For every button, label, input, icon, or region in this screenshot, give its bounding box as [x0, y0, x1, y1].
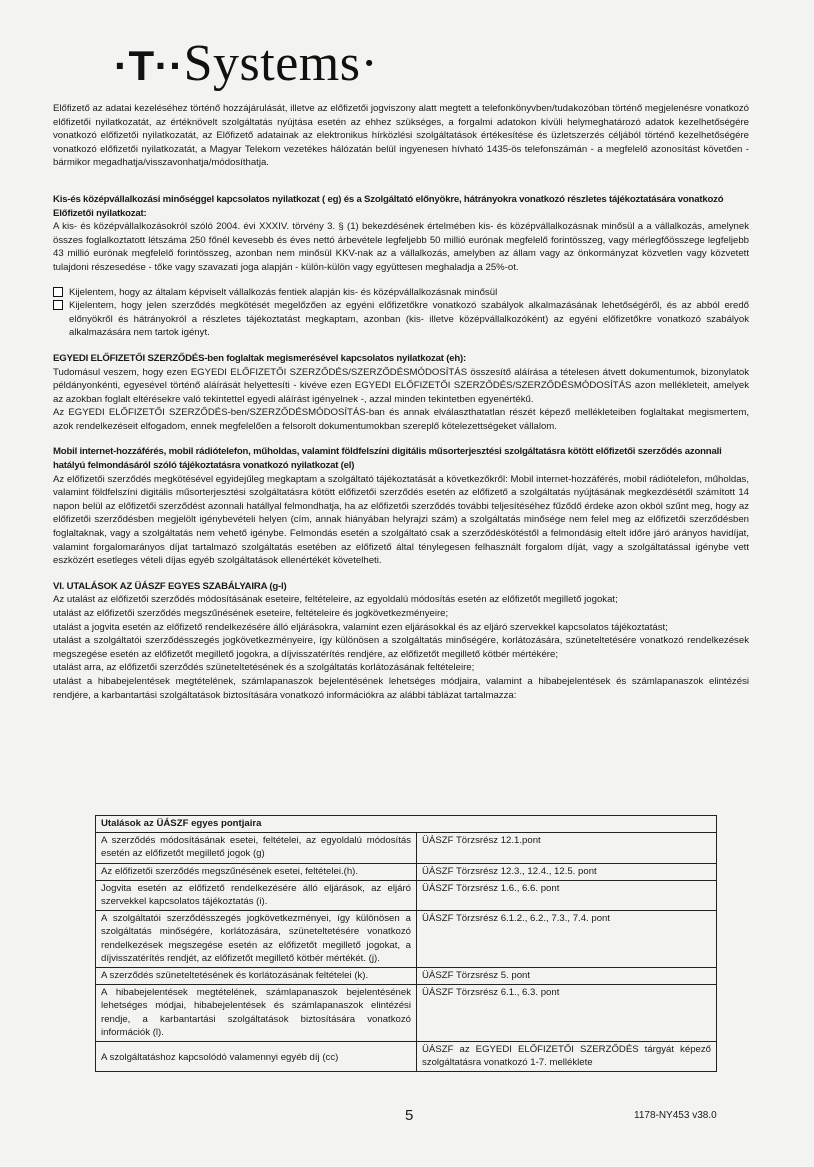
table-row [96, 863, 717, 880]
table-row [96, 985, 717, 1042]
t-systems-logo [114, 35, 379, 92]
intro-paragraph: Előfizető az adatai kezeléséhez történő hozzájárulását, illetve az előfizetői jogviszony alatt megtett a telefonkönyvben/tudakozóban történő megjelenésre vonatkozó előfizetői nyilatkozatát, az értéknövelt szolgáltatás nyújtása esetén az ehhez szükséges, a forgalmi adatokon kívüli helymeghatározó adatok kezelhetőségére vonatkozó előfizetői nyilatkozatát, az Előfizető adatainak az elektronikus hírközlési szolgáltatások értékesítése és üzletszerzés céljából történő kezelhetőségére vonatkozó előfizetői nyilatkozatát, a Magyar Telekom vezetékes hálózatán belül ingyenesen hívható 1435-ös telefonszámán - a megfelelő azonosítást követően - bármikor megadhatja/visszavonhatja/módosíthatja. [53, 103, 749, 169]
document-code: 1178-NY453 v38.0 [634, 1110, 717, 1121]
kkv-checkbox-row-2[interactable] [53, 299, 749, 340]
table-cell-reference: ÜÁSZF Törzsrész 12.3., 12.4., 12.5. pont [417, 863, 717, 880]
table-cell-reference: ÜÁSZF Törzsrész 6.1., 6.3. pont [417, 985, 717, 1042]
egyedi-heading: EGYEDI ELŐFIZETŐI SZERZŐDÉS-ben foglaltak megismerésével kapcsolatos nyilatkozat (eh): [53, 352, 467, 364]
table-header: Utalások az ÜÁSZF egyes pontjaira [96, 816, 717, 833]
section6-line: Az utalást az előfizetői szerződés módosításának eseteire, feltételeire, az egyoldalú módosítás esetén az előfizetőt megillető jogokat; [53, 594, 618, 606]
section6-line: utalást a szolgáltatói szerződésszegés jogkövetkezményeire, így különösen a szolgáltatás minőségére, korlátozására, szüneteltetésére vonatkozó rendelkezések megszegése esetén az előfizetőt megillető jogokra, a díjvisszatérítés rendjére, az előfizetőt megillető kötbér mértékére; [53, 635, 749, 660]
table-cell-reference: ÜÁSZF Törzsrész 6.1.2., 6.2., 7.3., 7.4. pont [417, 911, 717, 968]
table-row [96, 968, 717, 985]
table-row [96, 833, 717, 863]
logo-mark: ·T·· [114, 42, 184, 89]
kkv-paragraph: A kis- és középvállalkozásokról szóló 2004. évi XXXIV. törvény 3. § (1) bekezdésének értelmében kis- és középvállalkozásnak minősül a a vállalkozás, amelynek összes foglalkoztatott létszáma 250 főnél kevesebb és éves nettó árbevétele legfeljebb 50 millió eurónak megfelelő forintösszeg, vagy mérlegfőösszege legfeljebb 43 millió eurónak megfelelő forintösszeg, azonban nem minősül KKV-nak az a vállalkozás, amelyben az állam vagy az önkormányzat közvetlen vagy közvetett tulajdoni részesedése - tőke vagy szavazati joga alapján - külön-külön vagy együttesen meghaladja a 25%-ot. [53, 221, 749, 273]
kkv-checkbox-row-1[interactable] [53, 286, 749, 300]
document-body [53, 102, 749, 702]
section6-line: utalást a hibabejelentések megtételének, számlapanaszok bejelentésének lehetséges módjaira, valamint a hibabejelentések és számlapanaszok elintézési rendjére, a karbantartási szolgáltatások biztosítására vonatkozó információkra az alábbi táblázat tartalmazza: [53, 675, 749, 701]
section6-line: utalást a jogvita esetén az előfizető rendelkezésére álló eljárásokra, valamint ezen eljárásokkal és az eljáró szervekkel kapcsolatos tájékoztatást; [53, 621, 668, 633]
table-cell-topic: A szolgáltatói szerződésszegés jogkövetkezményei, így különösen a szolgáltatás minőségére, korlátozására, szüneteltetésére vonatkozó rendelkezések megszegése esetén az előfizetőt megillető jogokat, a díjvisszatérítés rendjét, az előfizetőt megillető kötbér mértékét. (j). [96, 911, 417, 968]
table-cell-topic: A szerződés módosításának esetei, feltételei, az egyoldalú módosítás esetén az előfizetőt megillető jogok (g) [96, 833, 417, 863]
section6-heading: VI. UTALÁSOK AZ ÜÁSZF EGYES SZABÁLYAIRA (g-l) [53, 580, 287, 592]
egyedi-paragraph-2: Az EGYEDI ELŐFIZETŐI SZERZŐDÉS-ben/SZERZŐDÉSMÓDOSÍTÁS-ban és annak elválaszthatatlan részét képező mellékleteiben foglaltakat megismertem, azok rendelkezéseit elfogadom, ennek megfelelően a felsorolt dokumentumokban szereplő kötelezettségeket vállalom. [53, 407, 749, 432]
reference-table [95, 815, 717, 1072]
section6-line: utalást arra, az előfizetői szerződés szüneteltetésének és a szolgáltatás korlátozásának feltételeire; [53, 662, 475, 674]
table-cell-topic: Jogvita esetén az előfizető rendelkezésére álló eljárások, az eljáró szervekkel kapcsolatos tájékoztatás (i). [96, 880, 417, 910]
kkv-heading: Kis-és középvállalkozási minőséggel kapcsolatos nyilatkozat ( eg) és a Szolgáltató előnyökre, hátrányokra vonatkozó részletes tájékoztatására vonatkozó Előfizetői nyilatkozat: [53, 193, 724, 219]
table-cell-topic: A szolgáltatáshoz kapcsolódó valamennyi egyéb díj (cc) [96, 1042, 417, 1072]
table-header-row [96, 816, 717, 833]
table-cell-reference: ÜÁSZF az EGYEDI ELŐFIZETŐI SZERZŐDÉS tárgyát képező szolgáltatásra vonatkozó 1-7. melléklete [417, 1042, 717, 1072]
table-row [96, 1042, 717, 1072]
logo-name: Systems [183, 35, 361, 92]
kkv-checkbox-label-1: Kijelentem, hogy az általam képviselt vállalkozás fentiek alapján kis- és középvállalkozásnak minősül [69, 286, 498, 298]
page-number: 5 [405, 1107, 414, 1124]
logo-dot: · [360, 35, 379, 92]
checkbox[interactable] [53, 287, 63, 297]
kkv-checkbox-label-2: Kijelentem, hogy jelen szerződés megkötését megelőzően az egyéni előfizetőkre vonatkozó szabályok alkalmazásának lehetőségéről, és az abból eredő előnyökről és hátrányokról a részletes tájékoztatást megkaptam, azonban (kis- illetve középvállalkozóként) az egyéni előfizetőkre vonatkozó szabályok alkalmazására nem tartok igényt. [69, 300, 749, 339]
table-row [96, 880, 717, 910]
egyedi-paragraph: Tudomásul veszem, hogy ezen EGYEDI ELŐFIZETŐI SZERZŐDÉS/SZERZŐDÉSMÓDOSÍTÁS összesítő aláírása a tételesen átvett dokumentumok, bizonylatok példányonkénti, egyesével történő aláírását helyettesíti - kivéve ezen EGYEDI ELŐFIZETŐI SZERZŐDÉS/SZERZŐDÉSMÓDOSÍTÁS azon mellékleteit, amelyek az azokban foglalt eltérésekre való tekintettel egyedi aláírást igényelnek -, azzal minden tekintetben egyenértékű. [53, 366, 749, 405]
table-cell-reference: ÜÁSZF Törzsrész 12.1.pont [417, 833, 717, 863]
table-cell-reference: ÜÁSZF Törzsrész 5. pont [417, 968, 717, 985]
section6-line: utalást az előfizetői szerződés megszűnésének eseteire, feltételeire és jogkövetkezményeire; [53, 608, 449, 619]
table-cell-reference: ÜÁSZF Törzsrész 1.6., 6.6. pont [417, 880, 717, 910]
table-cell-topic: A hibabejelentések megtételének, számlapanaszok bejelentésének lehetséges módjai, hibabejelentések és számlapanaszok elintézési rendje, a karbantartási szolgáltatások biztosítására vonatkozó információk (l). [96, 985, 417, 1042]
table-cell-topic: A szerződés szüneteltetésének és korlátozásának feltételei (k). [96, 968, 417, 985]
table-cell-topic: Az előfizetői szerződés megszűnésének esetei, feltételei.(h). [96, 863, 417, 880]
mobil-heading: Mobil internet-hozzáférés, mobil rádiótelefon, műholdas, valamint földfelszíni digitális műsorterjesztési szolgáltatásra kötött előfizetői szerződés azonnali hatályú felmondásáról szóló tájékoztatásra vonatkozó nyilatkozat (el) [53, 446, 722, 472]
table-row [96, 911, 717, 968]
checkbox[interactable] [53, 300, 63, 310]
mobil-paragraph: Az előfizetői szerződés megkötésével egyidejűleg megkaptam a szolgáltató tájékoztatását a következőkről: Mobil internet-hozzáférés, mobil rádiótelefon, műholdas, valamint földfelszíni digitális műsorterjesztési szolgáltatásra kötött előfizetői szerződés esetén az előfizető a szolgáltatás nyújtásának megkezdésétől számított 14 napon belül az előfizetői szerződést azonnali hatállyal felmondhatja, ha az előfizetői szerződés további teljesítéséhez fűződő érdeke azon okból szűnt meg, hogy az előfizetői szerződésben megjelölt igénybevételi helyen (cím, annak hiányában helyrajzi szám) a szolgáltatás minősége nem felel meg az előfizetői szerződésben foglaltaknak, vagy a szolgáltatás nem vehető igénybe. Felmondás esetén a szolgáltató csak a szerződéskötéstől a felmondásig eltelt időre járó arányos havidíjat, valamint forgalomarányos díjat tartalmazó szolgáltatás esetében az előfizető által ténylegesen felhasznált forgalom díját, vagy a szolgáltatással igénybe vett eszközért esetleges vételi díjas egyéb szolgáltatások ellenértékét követelheti. [53, 473, 749, 567]
